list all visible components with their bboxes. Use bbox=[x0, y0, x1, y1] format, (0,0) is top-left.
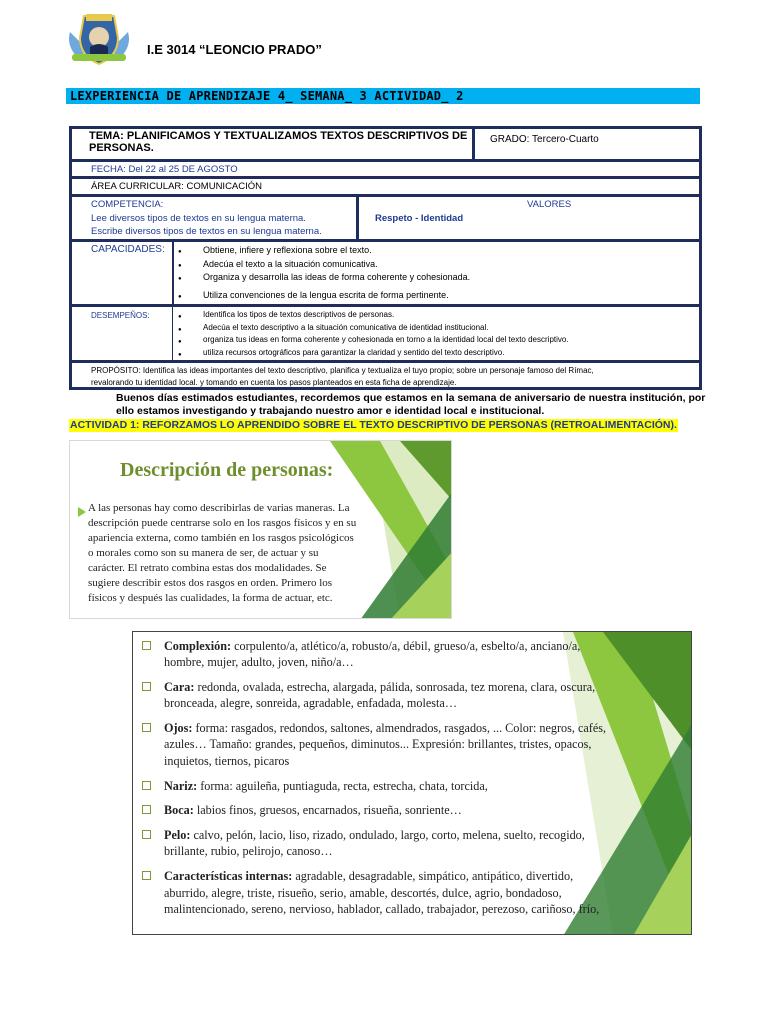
list-item: ● Adecúa el texto descriptivo a la situación comunicativa de identidad institucional. bbox=[178, 322, 569, 335]
list-item: ● Organiza y desarrolla las ideas de forma coherente y cohesionada. bbox=[178, 271, 470, 285]
checkbox-square-icon bbox=[142, 805, 151, 814]
checkbox-square-icon bbox=[142, 723, 151, 732]
desempenos-list bbox=[178, 309, 569, 359]
fecha-row: FECHA: Del 22 al 25 DE AGOSTO bbox=[72, 162, 699, 179]
list-item: ● Utiliza convenciones de la lengua escrita de forma pertinente. bbox=[178, 289, 470, 303]
checkbox-square-icon bbox=[142, 641, 151, 650]
bullet-arrow-icon bbox=[78, 507, 86, 517]
proposito-line: revalorando tu identidad local. y tomando en cuenta los pasos planteados en esta ficha de aprendizaje. bbox=[91, 378, 457, 387]
capacidades-row bbox=[72, 242, 699, 307]
experience-title-bar bbox=[66, 88, 700, 104]
list-item: Nariz: forma: aguileña, puntiaguda, recta, estrecha, chata, torcida, bbox=[140, 778, 610, 794]
desempenos-label: DESEMPEÑOS: bbox=[91, 311, 150, 320]
list-item: ● Obtiene, infiere y reflexiona sobre el texto. bbox=[178, 244, 470, 258]
school-name: I.E 3014 “LEONCIO PRADO” bbox=[147, 42, 322, 57]
checkbox-square-icon bbox=[142, 682, 151, 691]
list-item: Pelo: calvo, pelón, lacio, liso, rizado, ondulado, largo, corto, melena, suelto, recogido, brillante, rubio, pelirojo, canoso… bbox=[140, 827, 610, 860]
column-divider bbox=[172, 242, 174, 304]
list-item: Boca: labios finos, gruesos, encarnados, risueña, sonriente… bbox=[140, 802, 610, 818]
list-item: ● Identifica los tipos de textos descriptivos de personas. bbox=[178, 309, 569, 322]
checkbox-square-icon bbox=[142, 781, 151, 790]
list-item: Complexión: corpulento/a, atlético/a, robusto/a, débil, grueso/a, esbelto/a, anciano/a, hombre, mujer, adulto, joven, niño/a… bbox=[140, 638, 610, 671]
desempenos-row bbox=[72, 307, 699, 363]
actividad-heading: ACTIVIDAD 1: REFORZAMOS LO APRENDIDO SOBRE EL TEXTO DESCRIPTIVO DE PERSONAS (RETROALIMENTACIÓN). bbox=[70, 419, 677, 431]
slide-descripcion-personas bbox=[69, 440, 452, 619]
capacidades-label: CAPACIDADES: bbox=[91, 244, 165, 255]
list-item: Cara: redonda, ovalada, estrecha, alargada, pálida, sonrosada, tez morena, clara, oscura, bronceada, alegre, sonreida, agradable, enfadada, molesta… bbox=[140, 679, 610, 712]
valores-label: VALORES bbox=[527, 199, 572, 210]
proposito-row bbox=[72, 363, 699, 390]
valores-value: Respeto - Identidad bbox=[375, 213, 464, 224]
competencia-item: Lee diversos tipos de textos en su lengua materna. bbox=[91, 212, 306, 224]
list-item: ● organiza tus ideas en forma coherente y cohesionada en torno a la identidad local del texto descriptivo. bbox=[178, 334, 569, 347]
tema-cell: TEMA: PLANIFICAMOS Y TEXTUALIZAMOS TEXTOS DESCRIPTIVOS DE PERSONAS. bbox=[72, 129, 475, 159]
rasgos-list bbox=[140, 638, 610, 926]
school-logo bbox=[64, 10, 134, 68]
tema-row bbox=[72, 129, 699, 162]
competencia-cell bbox=[72, 197, 359, 239]
checkbox-square-icon bbox=[142, 830, 151, 839]
slide-rasgos bbox=[132, 631, 692, 935]
grado-cell: GRADO: Tercero-Cuarto bbox=[490, 134, 599, 145]
list-item: Ojos: forma: rasgados, redondos, saltones, almendrados, rasgados, ... Color: negros, cafés, azules… Tamaño: grandes, pequeños, diminutos... Expresión: brillantes, tristes, opacos, inquietos, tiernos, picaros bbox=[140, 720, 610, 769]
list-item: ● Adecúa el texto a la situación comunicativa. bbox=[178, 258, 470, 272]
area-row: ÁREA CURRICULAR: COMUNICACIÓN bbox=[72, 179, 699, 197]
info-table bbox=[69, 126, 702, 390]
competencia-label: COMPETENCIA: bbox=[91, 199, 164, 210]
competencia-item: Escribe diversos tipos de textos en su lengua materna. bbox=[91, 226, 322, 237]
experience-title: LEXPERIENCIA DE APRENDIZAJE 4_ SEMANA_ 3 ACTIVIDAD_ 2 bbox=[70, 89, 464, 103]
greeting-paragraph: Buenos días estimados estudiantes, recordemos que estamos en la semana de aniversario de nuestra institución, por ello estamos investigando y trabajando nuestro amor e identidad local e institucional. bbox=[116, 392, 706, 417]
checkbox-square-icon bbox=[142, 871, 151, 880]
column-divider bbox=[172, 307, 173, 360]
slide-body: A las personas hay como describirlas de varias maneras. La descripción puede centrarse solo en los rasgos físicos y en su apariencia externa, como también en los rasgos psicológicos o morales como son su manera de ser, de actuar y su carácter. El retrato combina estas dos modalidades. Se sugiere describir estos dos rasgos en orden. Primero los físicos y después las cualidades, la forma de actuar, etc. bbox=[88, 502, 357, 604]
list-item: ● utiliza recursos ortográficos para garantizar la claridad y sentido del texto descriptivo. bbox=[178, 347, 569, 360]
competencia-row bbox=[72, 197, 699, 242]
capacidades-list bbox=[178, 244, 470, 302]
list-item: Características internas: agradable, desagradable, simpático, antipático, divertido, aburrido, alegre, triste, risueño, serio, amable, descortés, dulce, agrio, bondadoso, malintencionado, sereno, nervioso, hablador, callado, trabajador, perezoso, cariñoso, frío, bbox=[140, 868, 610, 917]
proposito-line: PROPÓSITO: Identifica las ideas importantes del texto descriptivo, planifica y textualiza el tuyo propio; sobre un personaje famoso del Rímac, bbox=[91, 366, 594, 375]
slide-title: Descripción de personas: bbox=[120, 459, 334, 481]
